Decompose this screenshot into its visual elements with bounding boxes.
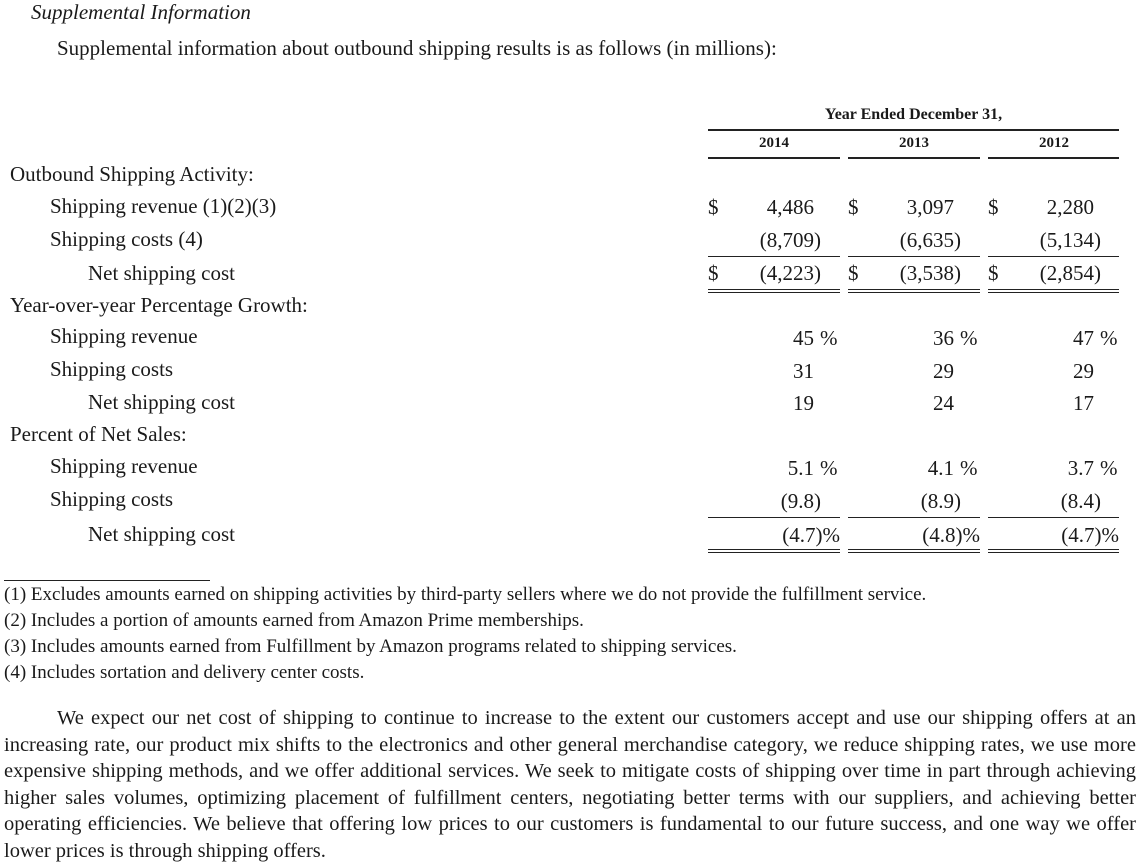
percent-sign: % <box>820 456 838 480</box>
value-cell: 31 <box>793 359 814 383</box>
currency-symbol: $ <box>988 195 999 219</box>
row-label: Shipping costs <box>50 487 174 511</box>
value-cell: (8.9) <box>920 489 961 513</box>
currency-symbol: $ <box>988 261 999 285</box>
total-rule <box>708 292 840 293</box>
currency-symbol: $ <box>848 195 859 219</box>
value-cell: 36 <box>933 326 954 350</box>
footnote-1: (1) Excludes amounts earned on shipping activities by third-party sellers where we do not provide the fulfillment service. <box>4 584 927 605</box>
value-cell: 29 <box>1073 359 1094 383</box>
value-cell: (2,854) <box>1039 261 1101 285</box>
value-cell: 3,097 <box>906 195 954 219</box>
year-rule-2014 <box>708 157 840 159</box>
total-rule <box>708 552 840 553</box>
value-cell: 47 <box>1073 326 1094 350</box>
row-label: Shipping revenue <box>50 324 198 348</box>
currency-symbol: $ <box>848 261 859 285</box>
value-cell: 24 <box>933 391 954 415</box>
value-cell: 2,280 <box>1046 195 1094 219</box>
percent-sign: % <box>960 456 978 480</box>
value-cell: (4,223) <box>759 261 821 285</box>
subtotal-rule <box>848 517 980 518</box>
percent-sign: % <box>820 326 838 350</box>
percent-sign: % <box>1100 456 1118 480</box>
footnote-2: (2) Includes a portion of amounts earned from Amazon Prime memberships. <box>4 610 584 631</box>
value-cell: (6,635) <box>899 228 961 252</box>
year-rule-2012 <box>988 157 1119 159</box>
value-cell: (3,538) <box>899 261 961 285</box>
total-rule <box>848 552 980 553</box>
value-cell: (8,709) <box>759 228 821 252</box>
year-header-2012: 2012 <box>1039 135 1069 151</box>
value-cell: (5,134) <box>1039 228 1101 252</box>
currency-symbol: $ <box>708 195 719 219</box>
group-title-percent-net-sales: Percent of Net Sales: <box>10 422 187 446</box>
value-cell: (4.8)% <box>922 523 980 547</box>
percent-sign: % <box>960 326 978 350</box>
subtotal-rule <box>988 517 1119 518</box>
row-label: Shipping costs (4) <box>50 227 203 251</box>
group-title-growth: Year-over-year Percentage Growth: <box>10 293 308 317</box>
total-rule <box>708 289 840 290</box>
value-cell: (4.7)% <box>1061 523 1119 547</box>
total-rule <box>988 552 1119 553</box>
row-label: Net shipping cost <box>88 522 235 546</box>
subtotal-rule <box>848 256 980 257</box>
percent-sign: % <box>1100 326 1118 350</box>
value-cell: 4.1 <box>927 456 954 480</box>
value-cell: 45 <box>793 326 814 350</box>
value-cell: 17 <box>1073 391 1094 415</box>
footnote-3: (3) Includes amounts earned from Fulfillment by Amazon programs related to shipping services. <box>4 636 737 657</box>
header-rule <box>708 129 1119 131</box>
year-rule-2013 <box>848 157 980 159</box>
value-cell: (9.8) <box>780 489 821 513</box>
year-header-2014: 2014 <box>759 135 789 151</box>
body-paragraph: We expect our net cost of shipping to continue to increase to the extent our customers accept and use our shipping offers at an increasing rate, our product mix shifts to the electronics and other general merchandise category, we reduce shipping rates, we use more expensive shipping methods, and we offer additional services. We seek to mitigate costs of shipping over time in part through achieving higher sales volumes, optimizing placement of fulfillment centers, negotiating better terms with our suppliers, and achieving better operating efficiencies. We believe that offering low prices to our customers is fundamental to our future success, and one way we offer lower prices is through shipping offers. <box>4 707 1136 862</box>
total-rule <box>848 292 980 293</box>
value-cell: 5.1 <box>787 456 814 480</box>
group-title-outbound: Outbound Shipping Activity: <box>10 162 254 186</box>
section-title: Supplemental Information <box>31 0 251 24</box>
total-rule <box>988 289 1119 290</box>
value-cell: (8.4) <box>1060 489 1101 513</box>
row-label: Shipping revenue (1)(2)(3) <box>50 194 277 218</box>
total-rule <box>848 289 980 290</box>
footnote-4: (4) Includes sortation and delivery center costs. <box>4 662 365 683</box>
subtotal-rule <box>708 256 840 257</box>
total-rule <box>988 549 1119 550</box>
footnote-separator <box>4 580 210 581</box>
year-header-2013: 2013 <box>899 135 929 151</box>
subtotal-rule <box>708 517 840 518</box>
row-label: Shipping revenue <box>50 454 198 478</box>
currency-symbol: $ <box>708 261 719 285</box>
value-cell: 19 <box>793 391 814 415</box>
row-label: Net shipping cost <box>88 261 235 285</box>
value-cell: 4,486 <box>766 195 814 219</box>
total-rule <box>848 549 980 550</box>
row-label: Net shipping cost <box>88 390 235 414</box>
total-rule <box>988 292 1119 293</box>
value-cell: 3.7 <box>1067 456 1094 480</box>
subtotal-rule <box>988 256 1119 257</box>
row-label: Shipping costs <box>50 357 174 381</box>
value-cell: (4.7)% <box>782 523 840 547</box>
intro-text: Supplemental information about outbound shipping results is as follows (in millions): <box>57 36 777 60</box>
period-header: Year Ended December 31, <box>824 106 1003 123</box>
total-rule <box>708 549 840 550</box>
value-cell: 29 <box>933 359 954 383</box>
